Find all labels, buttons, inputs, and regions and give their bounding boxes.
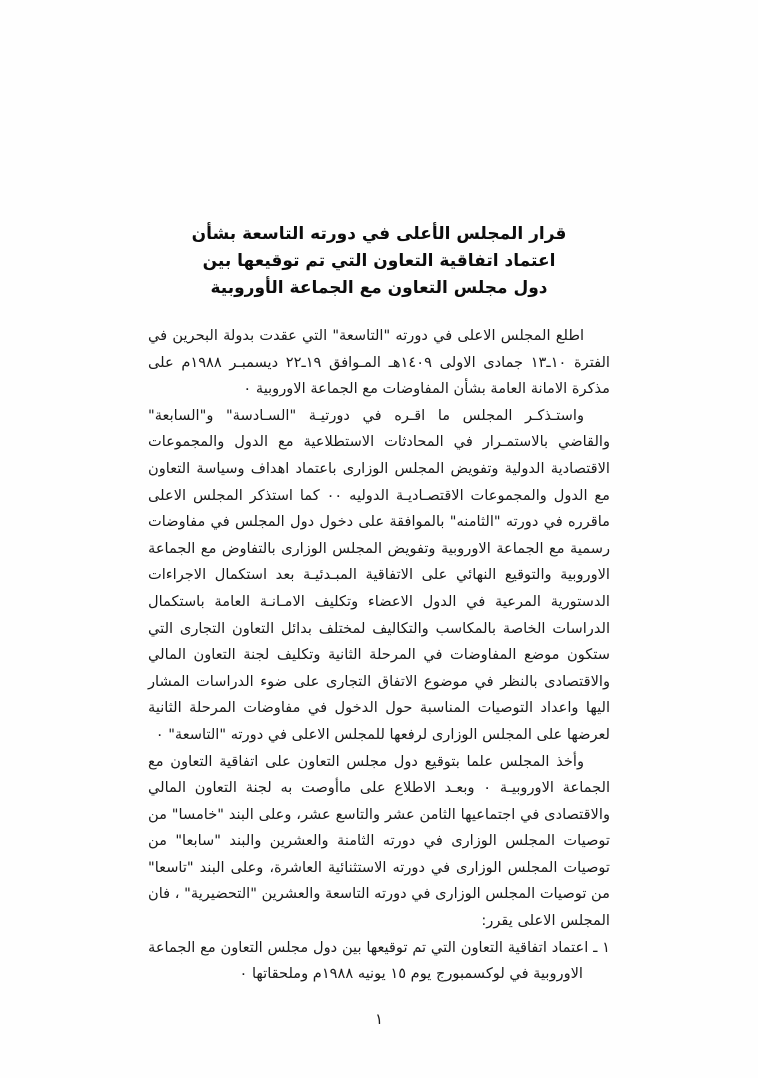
decision-item-1: [148, 935, 610, 988]
page-number: ١: [374, 1010, 384, 1028]
document-body: [148, 323, 610, 988]
paragraph-acknowledgement: وأخذ المجلس علما بتوقيع دول مجلس التعاون على اتفاقية التعاون مع الجماعة الاوروبيـة ٠ وبعـد الاطلاع على ماأوصت به لجنة التعاون المالي والاقتصادى في اجتماعيها الثامن عشر والتاسع عشر، وعلى البند "خامسا" من توصيات المجلس الوزارى في دورته الثامنة والعشرين والبند "سابعا" من توصيات المجلس الوزارى في دورته الاستثنائية العاشرة، وعلى البند "تاسعا" من توصيات المجلس الوزارى في دورته التاسعة والعشرين "التحضيرية" ، فان المجلس الاعلى يقرر:: [148, 752, 611, 930]
item-number: ١ ـ: [593, 938, 610, 956]
title-line-3: دول مجلس التعاون مع الجماعة الأوروبية: [210, 278, 548, 298]
title-line-1: قرار المجلس الأعلى في دورته التاسعة بشأن: [191, 224, 567, 244]
paragraph-session-review: اطلع المجلس الاعلى في دورته "التاسعة" التي عقدت بدولة البحرين في الفترة ١٠ـ١٣ جمادى الاولى ١٤٠٩هـ المـوافق ١٩ـ٢٢ ديسمبـر ١٩٨٨م على مذكرة الامانة العامة بشأن المفاوضات مع الجماعة الاوروبية ٠: [148, 327, 610, 398]
paragraph-recall-decisions: واستـذكـر المجلس ما اقـره في دورتيـة "السـادسة" و"السابعة" والقاضي بالاستمـرار في المحادثات الاستطلاعية مع الدول والمجموعات الاقتصادية الدولية وتفويض المجلس الوزارى باعتماد اهداف وسياسة التعاون مع الدول والمجموعات الاقتصـاديـة الدوليه ٠٠ كما استذكر المجلس الاعلى ماقرره في دورته "الثامنه" بالموافقة على دخول دول المجلس في مفاوضات رسمية مع الجماعة الاوروبية وتفويض المجلس الوزارى بالتفاوض مع الجماعة الاوروبية والتوقيع النهائي على الاتفاقية المبـدئيـة بعد استكمال الاجراءات الدستورية المرعية في الدول الاعضاء وتكليف الامـانـة العامة باستكمال الدراسات الخاصة بالمكاسب والتكاليف لمختلف بدائل التعاون التجارى التي ستكون موضع المفاوضات في المرحلة الثانية وتكليف لجنة التعاون المالي والاقتصادى بالنظر في موضوع الاتفاق التجارى على ضوء الدراسات المشار اليها واعداد التوصيات المناسبة حول الدخول في مفاوضات المرحلة الثانية لعرضها على المجلس الوزارى لرفعها للمجلس الاعلى في دورته "التاسعة" ٠: [148, 406, 610, 743]
item-text: اعتماد اتفاقية التعاون التي تم توقيعها بين دول مجلس التعاون مع الجماعة الاوروبية في لوكسمبورج يوم ١٥ يونيه ١٩٨٨م وملحقاتها ٠: [148, 938, 589, 983]
document-title: [0, 221, 758, 302]
title-line-2: اعتماد اتفاقية التعاون التي تم توقيعها بين: [202, 251, 556, 271]
